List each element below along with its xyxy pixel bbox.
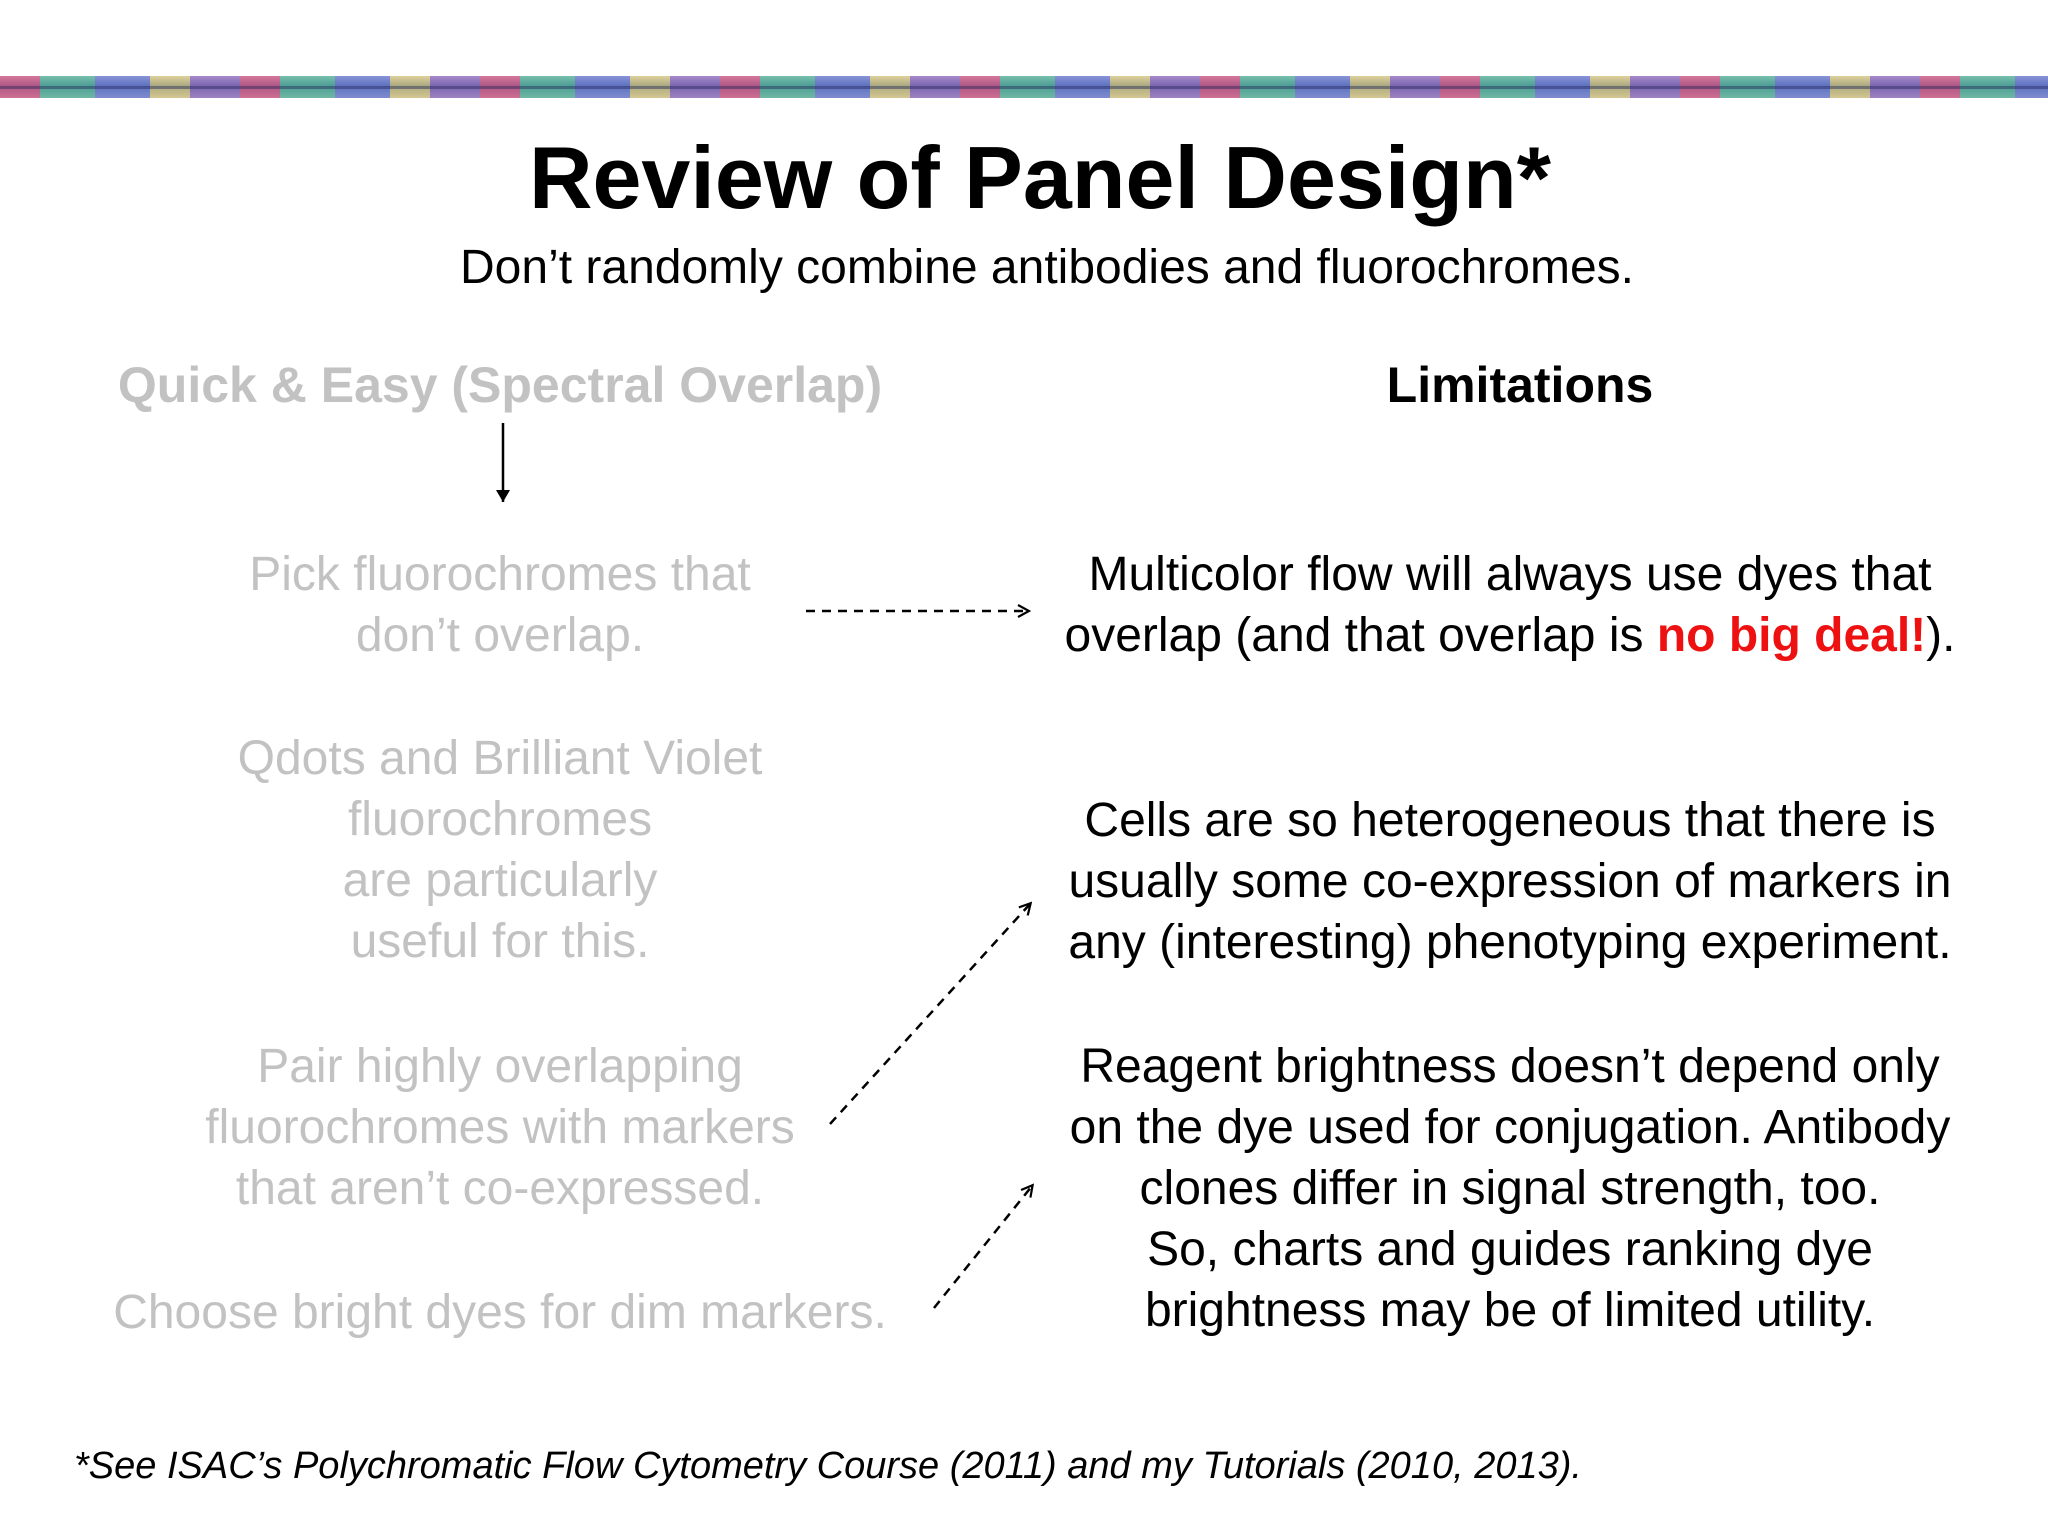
limitation-line: Reagent brightness doesn’t depend only: [1080, 1040, 1940, 1093]
guideline-pair-overlapping: [90, 1036, 910, 1219]
limitation-line: [1010, 605, 2010, 666]
guideline-line: Qdots and Brilliant Violet: [237, 732, 763, 785]
limitation-line: Multicolor flow will always use dyes that: [1088, 548, 1932, 601]
limitation-line: usually some co-expression of markers in: [1068, 855, 1952, 908]
slide-title: Review of Panel Design*: [528, 128, 1552, 227]
guideline-line: don’t overlap.: [355, 609, 645, 662]
decorative-header-line: [0, 86, 2048, 89]
guideline-line: Choose bright dyes for dim markers.: [113, 1286, 887, 1339]
limitation-text: overlap (and that overlap is: [1064, 609, 1657, 662]
right-column-heading: Limitations: [1386, 357, 1654, 413]
guideline-line: fluorochromes with markers: [205, 1101, 795, 1154]
limitation-line: Cells are so heterogeneous that there is: [1084, 794, 1936, 847]
limitation-brightness: [1010, 1036, 2010, 1341]
guideline-qdots-brilliant-violet: [90, 728, 910, 972]
limitation-line: brightness may be of limited utility.: [1144, 1284, 1876, 1337]
guideline-line: that aren’t co-expressed.: [235, 1162, 765, 1215]
slide-subtitle: Don’t randomly combine antibodies and fluorochromes.: [460, 241, 1634, 294]
limitation-line: So, charts and guides ranking dye: [1147, 1223, 1873, 1276]
guideline-bright-dyes: [70, 1282, 930, 1343]
limitation-line: on the dye used for conjugation. Antibody: [1069, 1101, 1951, 1154]
guideline-line: are particularly: [342, 854, 658, 907]
limitation-coexpression: [1010, 790, 2010, 973]
left-column-heading: Quick & Easy (Spectral Overlap): [117, 357, 883, 413]
limitation-line: clones differ in signal strength, too.: [1139, 1162, 1881, 1215]
guideline-line: Pick fluorochromes that: [249, 548, 751, 601]
limitation-line: any (interesting) phenotyping experiment.: [1068, 916, 1952, 969]
limitation-overlap: [1010, 544, 2010, 666]
footnote: *See ISAC’s Polychromatic Flow Cytometry Course (2011) and my Tutorials (2010, 2013).: [74, 1445, 1582, 1487]
guideline-line: fluorochromes: [347, 793, 653, 846]
limitation-text: ).: [1926, 609, 1956, 662]
highlight-no-big-deal: no big deal!: [1656, 609, 1927, 662]
guideline-line: Pair highly overlapping: [257, 1040, 743, 1093]
guideline-line: useful for this.: [350, 915, 650, 968]
guideline-pick-nonoverlapping: [90, 544, 910, 666]
